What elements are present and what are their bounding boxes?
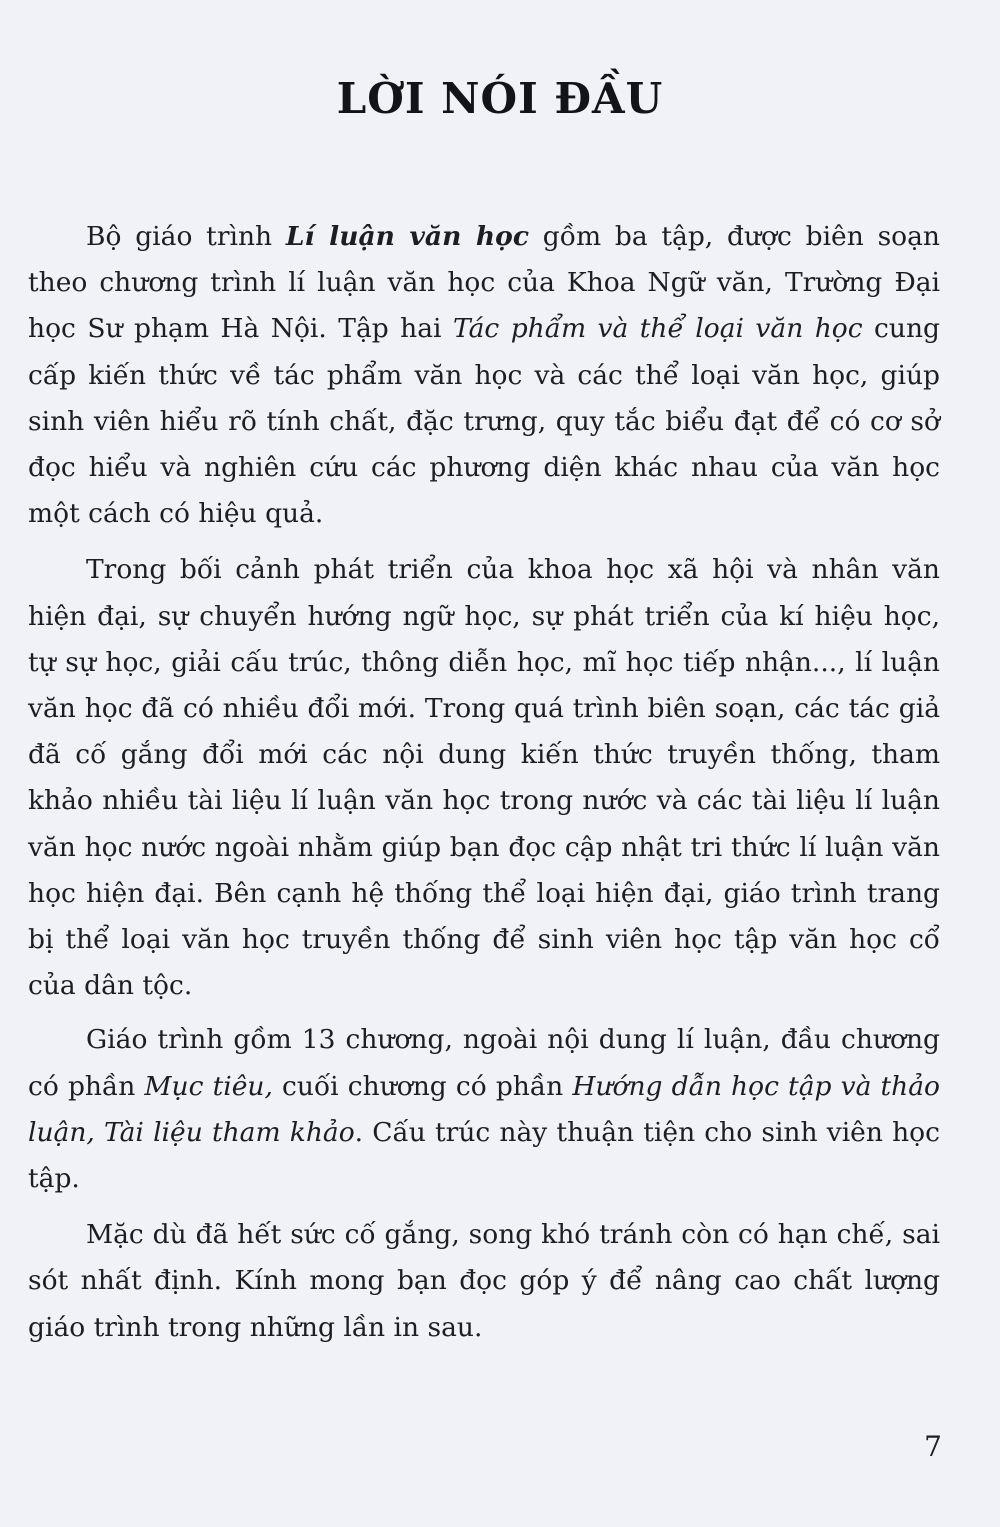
section-guide: Hướng dẫn học tập và thảo luận, Tài liệu tham khảo bbox=[28, 1070, 940, 1148]
book-title: Lí luận văn học bbox=[285, 221, 529, 252]
page-number: 7 bbox=[924, 1430, 942, 1463]
preface-body bbox=[28, 214, 940, 1351]
paragraph-1-text-c: cung cấp kiến thức về tác phẩm văn học và các thể loại văn học, giúp sinh viên hiểu rõ tính chất, đặc trưng, quy tắc biểu đạt để có cơ sở đọc hiểu và nghiên cứu các phương diện khác nhau của văn học một cách có hiệu quả. bbox=[28, 313, 940, 530]
paragraph-1-text-a: Bộ giáo trình bbox=[86, 221, 286, 252]
paragraph-3-text-b: cuối chương có phần bbox=[272, 1070, 573, 1102]
paragraph-2: Trong bối cảnh phát triển của khoa học xã hội và nhân văn hiện đại, sự chuyển hướng ngữ học, sự phát triển của kí hiệu học, tự sự học, giải cấu trúc, thông diễn học, mĩ học tiếp nhận..., lí luận văn học đã có nhiều đổi mới. Trong quá trình biên soạn, các tác giả đã cố gắng đổi mới các nội dung kiến thức truyền thống, tham khảo nhiều tài liệu lí luận văn học trong nước và các tài liệu lí luận văn học nước ngoài nhằm giúp bạn đọc cập nhật tri thức lí luận văn học hiện đại. Bên cạnh hệ thống thể loại hiện đại, giáo trình trang bị thể loại văn học truyền thống để sinh viên học tập văn học cổ của dân tộc. bbox=[28, 554, 940, 1002]
paragraph-1 bbox=[28, 214, 940, 537]
paragraph-1-text-b: gồm ba tập, được biên soạn theo chương trình lí luận văn học của Khoa Ngữ văn, Trường Đại học Sư phạm Hà Nội. Tập hai bbox=[28, 221, 940, 345]
paragraph-4: Mặc dù đã hết sức cố gắng, song khó tránh còn có hạn chế, sai sót nhất định. Kính mong bạn đọc góp ý để nâng cao chất lượng giáo trình trong những lần in sau. bbox=[28, 1219, 940, 1343]
page-title: LỜI NÓI ĐẦU bbox=[336, 74, 664, 123]
paragraph-3-text-a: Giáo trình gồm 13 chương, ngoài nội dung lí luận, đầu chương có phần bbox=[28, 1024, 940, 1102]
paragraph-3 bbox=[28, 1017, 940, 1202]
section-goal: Mục tiêu, bbox=[144, 1070, 273, 1102]
paragraph-3-text-c: . Cấu trúc này thuận tiện cho sinh viên học tập. bbox=[28, 1116, 940, 1195]
volume-title: Tác phẩm và thể loại văn học bbox=[452, 313, 863, 345]
